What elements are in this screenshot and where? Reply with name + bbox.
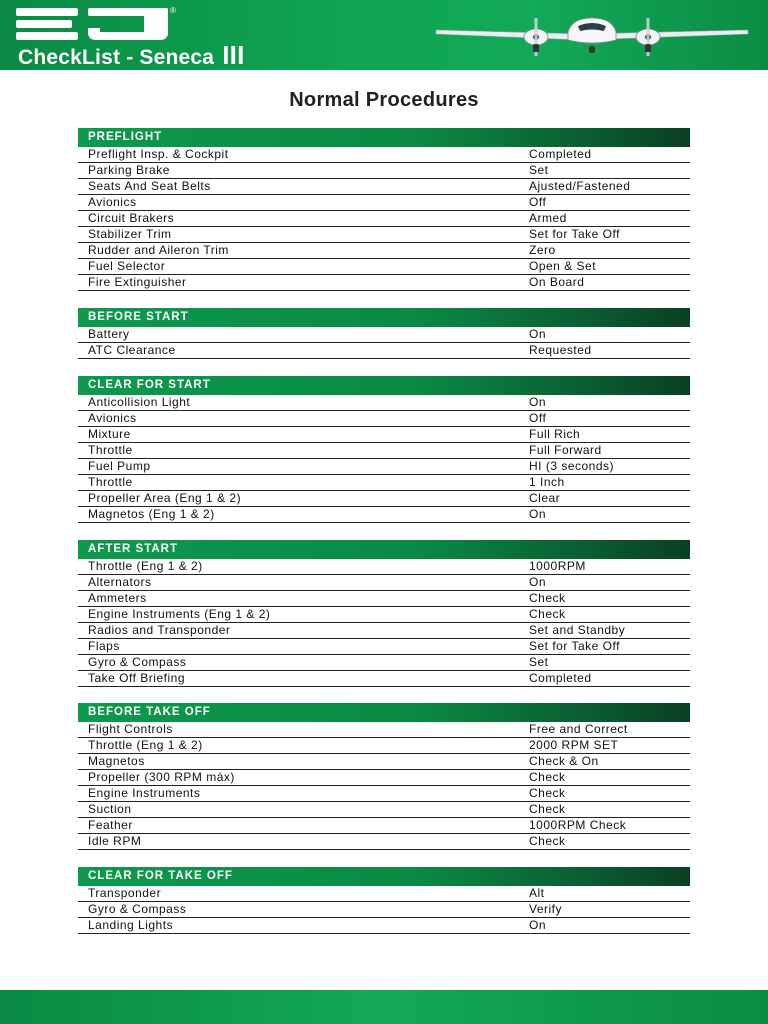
checklist-value: Alt — [529, 886, 545, 900]
checklist-value: On — [529, 575, 547, 589]
checklist-value: Set — [529, 163, 549, 177]
checklist-item: Flaps — [88, 639, 120, 653]
checklist-row — [78, 818, 690, 834]
section-after-start — [78, 540, 690, 687]
checklist-row — [78, 443, 690, 459]
checklist-value: Check & On — [529, 754, 599, 768]
checklist-value: Verify — [529, 902, 563, 916]
checklist-item: Propeller Area (Eng 1 & 2) — [88, 491, 242, 505]
checklist-value: Set for Take Off — [529, 227, 620, 241]
section-before-start — [78, 308, 690, 359]
checklist-value: Check — [529, 607, 566, 621]
checklist-row — [78, 507, 690, 523]
checklist-item: Ammeters — [88, 591, 147, 605]
section-clear-for-take-off — [78, 867, 690, 934]
checklist-row — [78, 770, 690, 786]
checklist-row — [78, 395, 690, 411]
checklist-value: Completed — [529, 147, 592, 161]
checklist-value: On — [529, 507, 547, 521]
checklist-row — [78, 802, 690, 818]
checklist-item: Fuel Selector — [88, 259, 166, 273]
section-header: BEFORE TAKE OFF — [78, 703, 690, 722]
footer-banner — [0, 990, 768, 1024]
checklist-item: Stabilizer Trim — [88, 227, 172, 241]
checklist-row — [78, 195, 690, 211]
checklist-item: Throttle — [88, 443, 133, 457]
checklist-item: Magnetos (Eng 1 & 2) — [88, 507, 215, 521]
checklist-value: Full Rich — [529, 427, 581, 441]
checklist-row — [78, 227, 690, 243]
section-header: BEFORE START — [78, 308, 690, 327]
checklist-row — [78, 427, 690, 443]
checklist-row — [78, 211, 690, 227]
checklist-item: Idle RPM — [88, 834, 142, 848]
checklist-row — [78, 786, 690, 802]
checklist-row — [78, 475, 690, 491]
checklist-item: Avionics — [88, 411, 137, 425]
checklist-item: ATC Clearance — [88, 343, 176, 357]
checklist-row — [78, 639, 690, 655]
header-banner — [0, 0, 768, 70]
checklist-item: Take Off Briefing — [88, 671, 185, 685]
checklist-value: Open & Set — [529, 259, 597, 273]
section-header: PREFLIGHT — [78, 128, 690, 147]
section-header: CLEAR FOR START — [78, 376, 690, 395]
checklist-item: Parking Brake — [88, 163, 170, 177]
checklist-value: 2000 RPM SET — [529, 738, 619, 752]
checklist-row — [78, 902, 690, 918]
checklist-row — [78, 575, 690, 591]
checklist-item: Engine Instruments (Eng 1 & 2) — [88, 607, 271, 621]
checklist-value: Requested — [529, 343, 592, 357]
checklist-item: Avionics — [88, 195, 137, 209]
checklist-item: Rudder and Aileron Trim — [88, 243, 229, 257]
checklist-row — [78, 834, 690, 850]
checklist-value: Off — [529, 195, 547, 209]
checklist-row — [78, 655, 690, 671]
checklist-value: Check — [529, 834, 566, 848]
checklist-value: On — [529, 327, 547, 341]
checklist-row — [78, 722, 690, 738]
checklist-value: Set — [529, 655, 549, 669]
checklist-value: 1000RPM — [529, 559, 586, 573]
checklist-row — [78, 886, 690, 902]
checklist-item: Engine Instruments — [88, 786, 201, 800]
checklist-item: Alternators — [88, 575, 152, 589]
checklist-item: Battery — [88, 327, 130, 341]
checklist-item: Preflight Insp. & Cockpit — [88, 147, 229, 161]
checklist-value: HI (3 seconds) — [529, 459, 615, 473]
checklist-row — [78, 559, 690, 575]
checklist-item: Anticollision Light — [88, 395, 191, 409]
checklist-row — [78, 411, 690, 427]
checklist-row — [78, 671, 690, 687]
section-before-take-off — [78, 703, 690, 850]
app-title-text: CheckList - Seneca — [18, 46, 215, 69]
checklist-row — [78, 607, 690, 623]
checklist-value: 1000RPM Check — [529, 818, 627, 832]
checklist-item: Magnetos — [88, 754, 145, 768]
checklist-value: On — [529, 918, 547, 932]
checklist-item: Circuit Brakers — [88, 211, 175, 225]
checklist-value: On — [529, 395, 547, 409]
checklist-row — [78, 918, 690, 934]
app-title — [18, 40, 245, 70]
checklist-value: Check — [529, 770, 566, 784]
checklist-item: Transponder — [88, 886, 162, 900]
checklist-value: Check — [529, 591, 566, 605]
checklist-item: Throttle (Eng 1 & 2) — [88, 559, 203, 573]
checklist-value: Off — [529, 411, 547, 425]
section-header: CLEAR FOR TAKE OFF — [78, 867, 690, 886]
checklist-item: Feather — [88, 818, 133, 832]
checklist-item: Throttle (Eng 1 & 2) — [88, 738, 203, 752]
app-title-roman: III — [222, 40, 245, 70]
checklist-value: Completed — [529, 671, 592, 685]
checklist-item: Mixture — [88, 427, 131, 441]
airplane-icon — [432, 10, 752, 58]
section-preflight — [78, 128, 690, 291]
checklist-value: Ajusted/Fastened — [529, 179, 631, 193]
checklist-item: Flight Controls — [88, 722, 173, 736]
checklist-value: Set for Take Off — [529, 639, 620, 653]
checklist-item: Propeller (300 RPM máx) — [88, 770, 235, 784]
checklist-row — [78, 343, 690, 359]
checklist-value: Clear — [529, 491, 561, 505]
checklist-value: Armed — [529, 211, 567, 225]
checklist-row — [78, 163, 690, 179]
checklist-value: Check — [529, 786, 566, 800]
checklist-item: Gyro & Compass — [88, 655, 187, 669]
ej-logo — [16, 8, 176, 40]
section-clear-for-start — [78, 376, 690, 523]
checklist-row — [78, 591, 690, 607]
checklist-row — [78, 243, 690, 259]
checklist-item: Fire Extinguisher — [88, 275, 187, 289]
checklist-item: Throttle — [88, 475, 133, 489]
checklist-value: Set and Standby — [529, 623, 626, 637]
checklist-row — [78, 754, 690, 770]
checklist-item: Fuel Pump — [88, 459, 151, 473]
page-title: Normal Procedures — [289, 89, 479, 111]
checklist-item: Seats And Seat Belts — [88, 179, 211, 193]
checklist-row — [78, 147, 690, 163]
checklist-item: Landing Lights — [88, 918, 174, 932]
checklist-item: Gyro & Compass — [88, 902, 187, 916]
checklist-value: Free and Correct — [529, 722, 628, 736]
checklist-row — [78, 259, 690, 275]
checklist-row — [78, 275, 690, 291]
checklist-value: Check — [529, 802, 566, 816]
checklist-row — [78, 491, 690, 507]
checklist-value: 1 Inch — [529, 475, 565, 489]
checklist-row — [78, 459, 690, 475]
checklist-item: Radios and Transponder — [88, 623, 231, 637]
checklist-row — [78, 327, 690, 343]
checklist-row — [78, 623, 690, 639]
checklist-item: Suction — [88, 802, 132, 816]
checklist-value: Full Forward — [529, 443, 602, 457]
section-header: AFTER START — [78, 540, 690, 559]
checklist-row — [78, 738, 690, 754]
checklist-value: On Board — [529, 275, 585, 289]
checklist-row — [78, 179, 690, 195]
registered-mark: ® — [170, 6, 176, 15]
checklist-value: Zero — [529, 243, 556, 257]
